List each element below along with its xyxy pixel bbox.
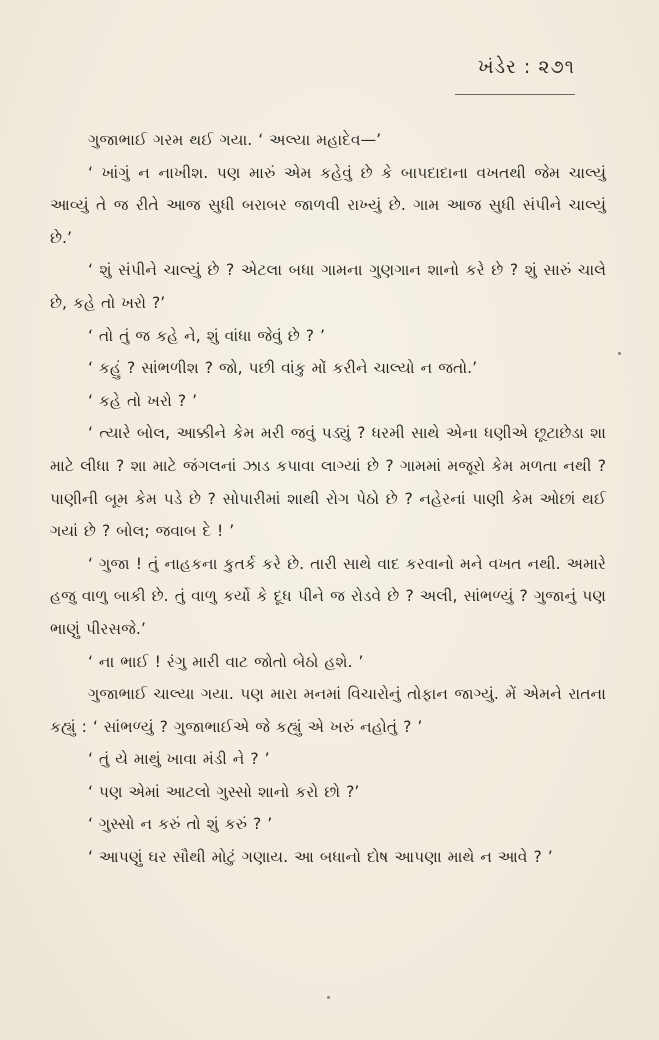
paragraph: ‘ કહું ? સાંભળીશ ? જો, પછી વાંકુ મોં કરીને ચાલ્યો ન જતો.’ xyxy=(88,359,478,378)
paragraph: ‘ ખાંગું ન નાખીશ. પણ મારું એમ કહેવું છે કે બાપદાદાના વખતથી જેમ ચાલ્યું આવ્યું તે જ રીતે આજ સુધી બરાબર જાળવી રાખ્યું છે. ગામ આજ સુધી સંપીને ચાલ્યું છે.’ xyxy=(50,163,606,247)
paragraph: ‘ ગુજા ! તું નાહકના કુતર્ક કરે છે. તારી સાથે વાદ કરવાનો મને વખત નથી. અમારે હજુ વાળુ બાકી છે. તું વાળુ કર્યો કે દૂધ પીને જ રોડવે છે ? અલી, સાંભળ્યું ? ગુજાનું પણ ભાણું પીરસજે.’ xyxy=(50,554,606,638)
paragraph: ગુજાભાઈ ચાલ્યા ગયા. પણ મારા મનમાં વિચારોનું તોફાન જાગ્યું. મેં એમને રાતના કહ્યું : ‘ સાંભળ્યું ? ગુજાભાઈએ જે કહ્યું એ ખરું નહોતું ? ’ xyxy=(50,685,606,736)
paper-speck xyxy=(327,996,330,999)
paragraph: ‘ તો તું જ કહે ને, શું વાંધા જેવું છે ? ’ xyxy=(88,326,325,345)
paragraph: ‘ આપણું ઘર સૌથી મોટું ગણાય. આ બધાનો દોષ આપણા માથે ન આવે ? ’ xyxy=(88,848,553,867)
running-head: ખંડેર : ૨૭૧ xyxy=(477,56,575,78)
paragraph: ‘ ના ભાઈ ! રંગુ મારી વાટ જોતો બેઠો હશે. ’ xyxy=(88,652,364,671)
paragraph: ‘ શું સંપીને ચાલ્યું છે ? એટલા બધા ગામના ગુણગાન શાનો કરે છે ? શું સારું ચાલે છે, કહે તો ખરો ?’ xyxy=(50,261,606,312)
paper-speck xyxy=(618,352,621,355)
body-text xyxy=(50,124,606,874)
paragraph: ‘ ગુસ્સો ન કરું તો શું કરું ? ’ xyxy=(88,815,273,834)
paragraph: ‘ કહે તો ખરો ? ’ xyxy=(88,391,198,410)
paragraph: ગુજાભાઈ ગરમ થઈ ગયા. ‘ અલ્યા મહાદેવ—’ xyxy=(88,131,382,149)
paragraph: ‘ પણ એમાં આટલો ગુસ્સો શાનો કરો છો ?’ xyxy=(88,782,360,801)
paragraph: ‘ તું યે માથું ખાવા મંડી ને ? ’ xyxy=(88,750,270,769)
header-rule xyxy=(455,94,575,95)
paragraph: ‘ ત્યારે બોલ, આક્કીને કેમ મરી જવું પડ્યું ? ધરમી સાથે એના ધણીએ છૂટાછેડા શા માટે લીધા ? શા માટે જંગલનાં ઝાડ કપાવા લાગ્યાં છે ? ગામમાં મજૂરો કેમ મળતા નથી ? પાણીની બૂમ કેમ પડે છે ? સોપારીમાં શાથી રોગ પેઠો છે ? નહેરનાં પાણી કેમ ઓછાં થઈ ગયાં છે ? બોલ; જવાબ દે ! ’ xyxy=(50,424,606,541)
